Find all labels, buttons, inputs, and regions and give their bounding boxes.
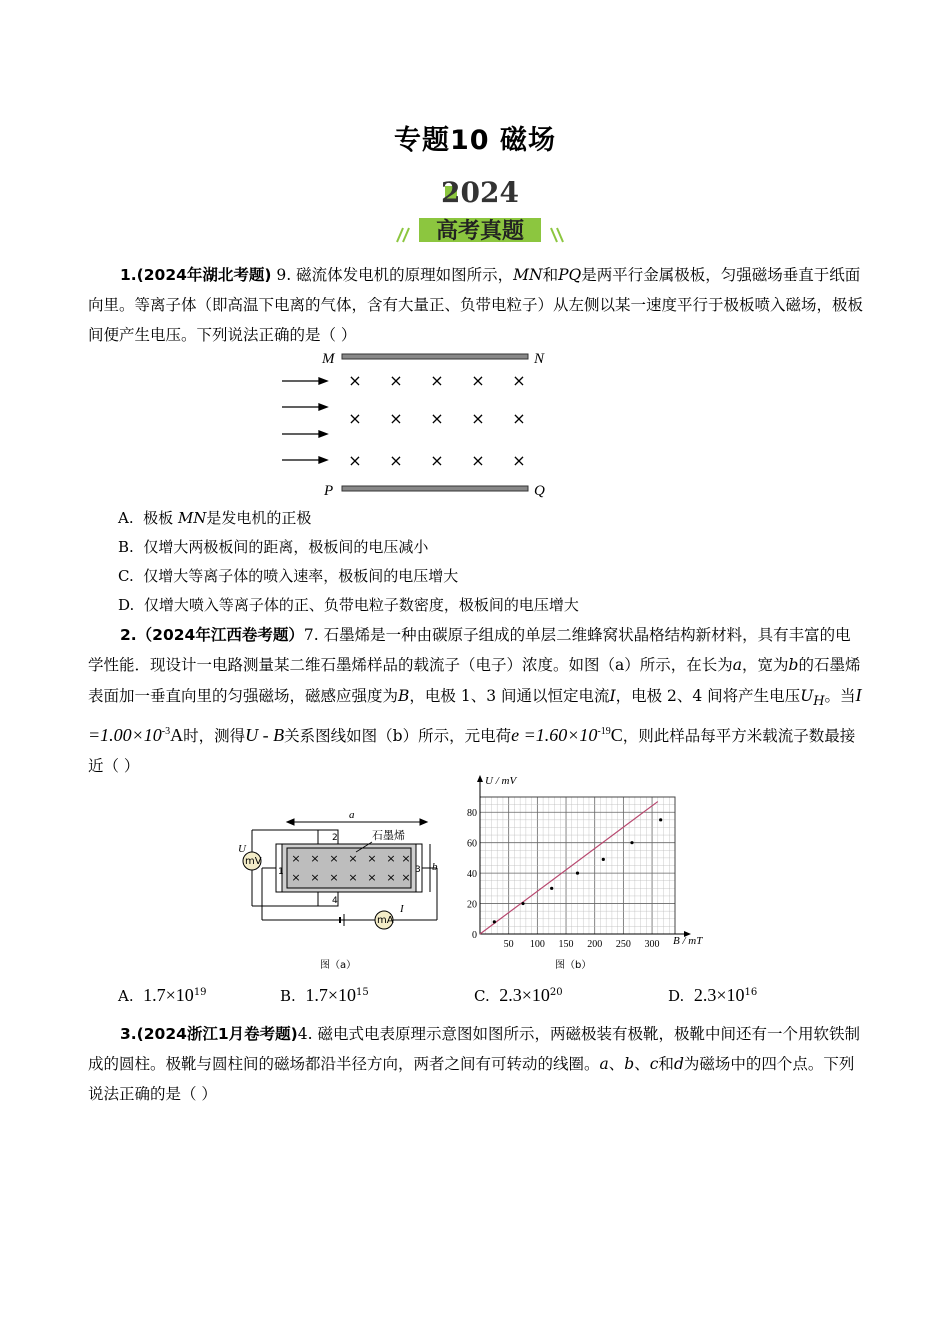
q2-option-d[interactable]: D. $2.3\times 10^{16}$ — [668, 985, 758, 1005]
question-1-text — [88, 260, 863, 350]
q2-eq-charge: $e =1.60\times 10^{-19}C$ — [511, 725, 623, 746]
q1-source: 1.(2024年湖北考题) — [120, 266, 272, 284]
question-2-text — [88, 620, 863, 781]
svg-text:×: × — [401, 871, 411, 884]
svg-text:×: × — [430, 409, 444, 428]
q2-option-c[interactable]: C. $2.3\times 10^{20}$ — [474, 985, 563, 1005]
q2-var-b: b — [788, 656, 799, 674]
svg-text:×: × — [512, 371, 526, 390]
q3-var-d: d — [673, 1055, 684, 1073]
banner-label: 高考真题 — [435, 219, 525, 244]
q2-var-I: I — [609, 687, 616, 705]
plate-mn — [342, 354, 528, 359]
svg-text:b: b — [432, 861, 438, 873]
q3-number: 4. — [297, 1025, 313, 1043]
plasma-arrows — [282, 378, 327, 463]
q1-text-a: 磁流体发电机的原理如图所示， — [296, 266, 514, 284]
chart-grid — [480, 797, 675, 934]
svg-text:2: 2 — [332, 833, 338, 843]
q2-line1: 石墨烯是一种由碳原子组成的单层二维蜂窝状晶格结构新材料，具有丰富的电学性能．现设计一电路测量某二维石墨烯样品的载流子（电子）浓度。如图（a）所示，在长为 — [88, 626, 851, 674]
data-point — [550, 887, 553, 890]
svg-text:×: × — [348, 871, 358, 884]
svg-text:石墨烯: 石墨烯 — [372, 829, 405, 842]
q1-pq: PQ — [558, 266, 582, 284]
svg-text:×: × — [471, 409, 485, 428]
svg-text:×: × — [512, 409, 526, 428]
x-tick-label: 300 — [644, 939, 660, 950]
q2-var-a: a — [732, 656, 742, 674]
q3-tail: 为磁场中的四个点。下列说法正确的是（ ） — [88, 1055, 855, 1103]
q2-line4: ，电极 2、4 间将产生电压 — [615, 687, 801, 705]
magnetic-field-crosses — [348, 371, 525, 470]
q1-option-c[interactable]: C. 仅增大等离子体的喷入速率，极板间的电压增大 — [118, 567, 459, 585]
y-tick-label: 80 — [467, 808, 477, 820]
svg-text:图（a）: 图（a） — [320, 960, 357, 971]
svg-text:×: × — [367, 852, 377, 865]
svg-text:×: × — [386, 852, 396, 865]
q2-line3: ，电极 1、3 间通以恒定电流 — [409, 687, 610, 705]
y-tick-label: 20 — [467, 899, 477, 911]
q2-kuan: 宽为 — [757, 656, 789, 674]
q2-number: 7. — [303, 626, 319, 644]
exam-banner — [395, 172, 565, 250]
svg-text:×: × — [329, 852, 339, 865]
plate-pq — [342, 486, 528, 491]
data-point — [630, 841, 633, 844]
data-point — [576, 872, 579, 875]
svg-text:I: I — [400, 903, 404, 915]
q2-line8: ，则此样品每平方米载流子数最接近（ ） — [88, 727, 856, 776]
svg-text:×: × — [348, 409, 362, 428]
q2-var-U-sub: H — [813, 694, 825, 710]
y-axis-arrow — [477, 775, 483, 782]
svg-text:×: × — [348, 371, 362, 390]
q1-mn: MN — [513, 266, 543, 284]
svg-text:×: × — [389, 371, 403, 390]
page-title: 专题10 磁场 — [394, 125, 556, 156]
q3-text: 磁电式电表原理示意图如图所示，两磁极装有极靴，极靴中间还有一个用软铁制成的圆柱。极靴与圆柱间的磁场都沿半径方向，两者之间有可转动的线圈。 — [88, 1025, 861, 1073]
data-point — [659, 818, 662, 821]
y-tick-label: 60 — [467, 838, 477, 850]
q2-comma: ， — [742, 656, 758, 674]
fig-b-caption: 图（b） — [555, 960, 592, 971]
q3-var-b: b — [624, 1055, 635, 1073]
label-m: M — [322, 351, 335, 367]
q1-option-b[interactable]: B. 仅增大两极板间的距离，极板间的电压减小 — [118, 538, 429, 556]
svg-text:×: × — [291, 871, 301, 884]
x-tick-label: 100 — [529, 939, 545, 950]
q2-figure-a — [232, 812, 447, 972]
q3-var-a: a — [599, 1055, 609, 1073]
question-3-text: 3.(2024浙江1月卷考题)4. 磁电式电表原理示意图如图所示，两磁极装有极靴，极靴中间还有一个用软铁制成的圆柱。极靴与圆柱间的磁场都沿半径方向，两者之间有可转动的线圈。a、b、c和d为磁场中的四个点。下列说法正确的是（ ） — [88, 1025, 861, 1103]
svg-text:×: × — [389, 451, 403, 470]
q2-option-b[interactable]: B. $1.7\times 10^{15}$ — [280, 985, 369, 1005]
svg-text:×: × — [310, 852, 320, 865]
chart-x-label: B / mT — [673, 935, 703, 947]
svg-text:×: × — [386, 871, 396, 884]
svg-text:×: × — [430, 451, 444, 470]
svg-text:mA: mA — [377, 915, 394, 926]
svg-text:×: × — [367, 871, 377, 884]
banner-slash-right — [551, 228, 563, 242]
q2-figure-b-chart — [455, 772, 720, 977]
q1-he: 和 — [542, 266, 559, 284]
q2-source: 2.（2024年江西卷考题） — [120, 626, 304, 644]
q2-var-U: U — [800, 687, 814, 705]
label-p: P — [324, 483, 334, 499]
q1-diagram — [270, 345, 560, 500]
q2-line7: 关系图线如图（b）所示，元电荷 — [284, 727, 512, 746]
svg-text:×: × — [512, 451, 526, 470]
q3-var-c: c — [649, 1055, 659, 1073]
q2-option-a[interactable]: A. $1.7\times 10^{19}$ — [118, 985, 207, 1005]
q3-source: 3.(2024浙江1月卷考题) — [120, 1025, 298, 1043]
svg-text:4: 4 — [332, 896, 338, 906]
label-n: N — [534, 351, 545, 367]
q1-number: 9. — [276, 266, 292, 284]
svg-text:×: × — [430, 371, 444, 390]
q1-option-d[interactable]: D. 仅增大喷入等离子体的正、负带电粒子数密度，极板间的电压增大 — [118, 596, 579, 614]
x-tick-label: 200 — [587, 939, 603, 950]
q2-var-B: B — [398, 687, 410, 705]
svg-text:1: 1 — [278, 867, 284, 877]
svg-text:mV: mV — [245, 856, 262, 867]
y-tick-label: 0 — [472, 930, 477, 941]
svg-text:×: × — [348, 852, 358, 865]
svg-text:a: a — [349, 812, 355, 821]
svg-text:U: U — [238, 843, 246, 855]
chart-y-label: U / mV — [485, 775, 517, 787]
q2-line5: 。当 — [824, 687, 856, 705]
x-tick-label: 150 — [558, 939, 574, 950]
x-tick-label: 50 — [503, 939, 514, 950]
svg-text:×: × — [471, 371, 485, 390]
data-point — [602, 858, 605, 861]
q2-line2: 的石墨烯表面加一垂直向里的匀强磁场，磁感应强度为 — [88, 656, 861, 705]
data-point — [521, 902, 524, 905]
fit-line — [480, 802, 658, 934]
q2-line6: 时，测得 — [183, 727, 246, 746]
q2-eq-ub: U - B — [245, 725, 285, 746]
svg-text:×: × — [389, 409, 403, 428]
q1-option-a[interactable]: A. 极板 MN是发电机的正极 — [118, 509, 312, 527]
svg-text:×: × — [348, 451, 362, 470]
svg-text:×: × — [329, 871, 339, 884]
svg-text:×: × — [471, 451, 485, 470]
label-q: Q — [534, 483, 545, 499]
banner-year: 2024 — [441, 176, 519, 209]
svg-text:×: × — [310, 871, 320, 884]
data-point — [493, 920, 496, 923]
svg-text:×: × — [401, 852, 411, 865]
q2-eq-current: $I =1.00\times 10^{-3}A$ — [88, 685, 862, 746]
y-tick-label: 40 — [467, 869, 477, 881]
svg-text:3: 3 — [415, 865, 421, 875]
svg-text:×: × — [291, 852, 301, 865]
q1-text-b: 是两平行金属极板，匀强磁场垂直于纸面向里。等离子体（即高温下电离的气体，含有大量正、负带电粒子）从左侧以某一速度平行于极板喷入磁场，极板间便产生电压。下列说法正确的是（ ） — [88, 266, 864, 344]
banner-slash-left — [397, 228, 409, 242]
x-tick-label: 250 — [615, 939, 631, 950]
